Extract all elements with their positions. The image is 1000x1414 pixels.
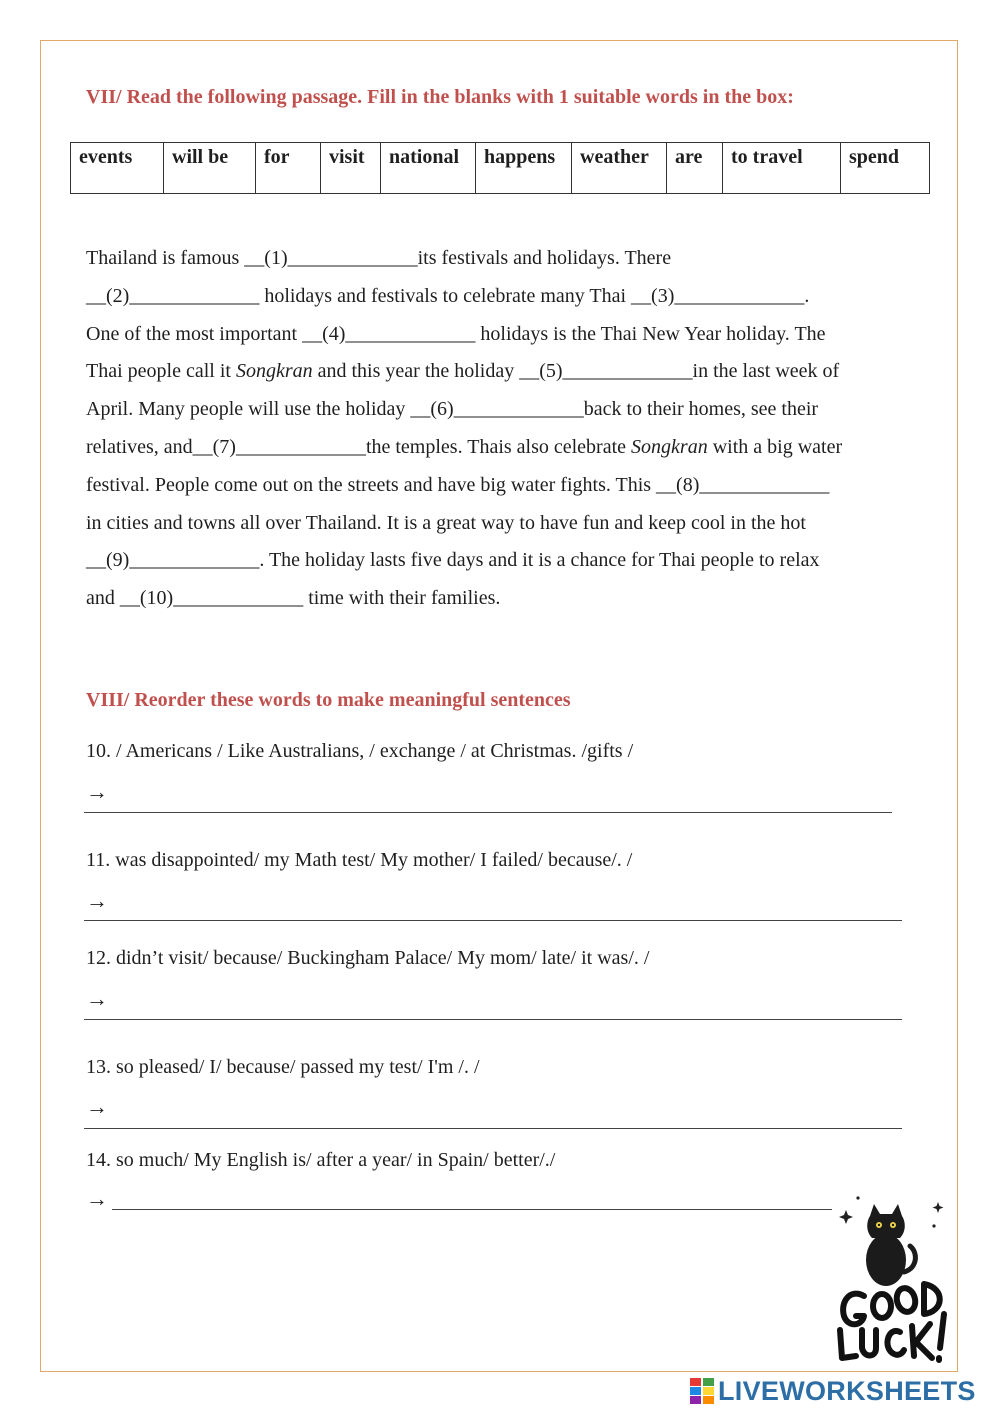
passage-italic-word: Songkran [631,435,708,458]
passage-italic-word: Songkran [235,360,313,383]
reorder-question-14: 14. so much/ My English is/ after a year/ in Spain/ better/./ [86,1149,556,1171]
answer-arrow: → [86,779,108,804]
passage-text: Thai people call it [86,360,236,383]
answer-line-10[interactable] [84,812,892,813]
passage-line: __(9)_____________. The holiday lasts five days and it is a chance for Thai people to relax [86,549,820,572]
word-box-cell: to travel [723,143,841,194]
passage-text: with a big water [707,435,843,458]
liveworksheets-brand[interactable] [690,1376,976,1406]
word-box-cell: happens [476,143,572,194]
word-box-cell: visit [321,143,381,194]
word-box-cell: spend [841,143,930,194]
reorder-question-12: 12. didn’t visit/ because/ Buckingham Palace/ My mom/ late/ it was/. / [86,947,650,969]
section-8-heading: VIII/ Reorder these words to make meaningful sentences [86,689,571,711]
answer-line-12[interactable] [84,1019,902,1020]
passage-line: and __(10)_____________ time with their families. [86,587,501,610]
answer-arrow: → [86,888,108,913]
answer-arrow: → [86,1186,108,1211]
passage-line [86,353,926,391]
answer-line-14[interactable] [112,1209,832,1210]
passage-line: Thailand is famous __(1)_____________its festivals and holidays. There [86,247,672,269]
word-box [70,142,930,194]
word-box-cell: will be [164,143,256,194]
passage-line: One of the most important __(4)_____________ holidays is the Thai New Year holiday. The [86,322,826,345]
reorder-question-11: 11. was disappointed/ my Math test/ My mother/ I failed/ because/. / [86,849,633,871]
passage-line: __(2)_____________ holidays and festivals to celebrate many Thai __(3)_____________. [86,284,810,307]
passage-text: and this year the holiday __(5)_____________in the last week of [312,360,840,383]
word-box-cell: for [256,143,321,194]
passage-text: relatives, and__(7)_____________the temples. Thais also celebrate [86,435,632,458]
word-box-cell: national [381,143,476,194]
passage-line: festival. People come out on the streets and have big water fights. This __(8)_____________ [86,473,830,496]
reorder-question-10: 10. / Americans / Like Australians, / exchange / at Christmas. /gifts / [86,740,634,762]
reorder-question-13: 13. so pleased/ I/ because/ passed my test/ I'm /. / [86,1056,480,1078]
answer-line-13[interactable] [84,1128,902,1129]
answer-arrow: → [86,1094,108,1119]
liveworksheets-logo-icon [690,1378,714,1404]
word-box-cell: are [667,143,723,194]
passage-line: April. Many people will use the holiday __(6)_____________back to their homes, see their [86,398,819,421]
good-luck-lettering [840,1284,944,1360]
passage-line: in cities and towns all over Thailand. It is a great way to have fun and keep cool in the hot [86,511,806,534]
brand-name: LIVEWORKSHEETS [718,1375,976,1406]
passage-line [86,429,926,467]
cat-icon [866,1204,915,1286]
answer-line-11[interactable] [84,920,902,921]
good-luck-cat-illustration [826,1188,956,1368]
reading-passage [86,240,926,618]
section-7-heading: VII/ Read the following passage. Fill in the blanks with 1 suitable words in the box: [86,86,794,108]
answer-arrow: → [86,986,108,1011]
word-box-cell: events [71,143,164,194]
word-box-cell: weather [572,143,667,194]
